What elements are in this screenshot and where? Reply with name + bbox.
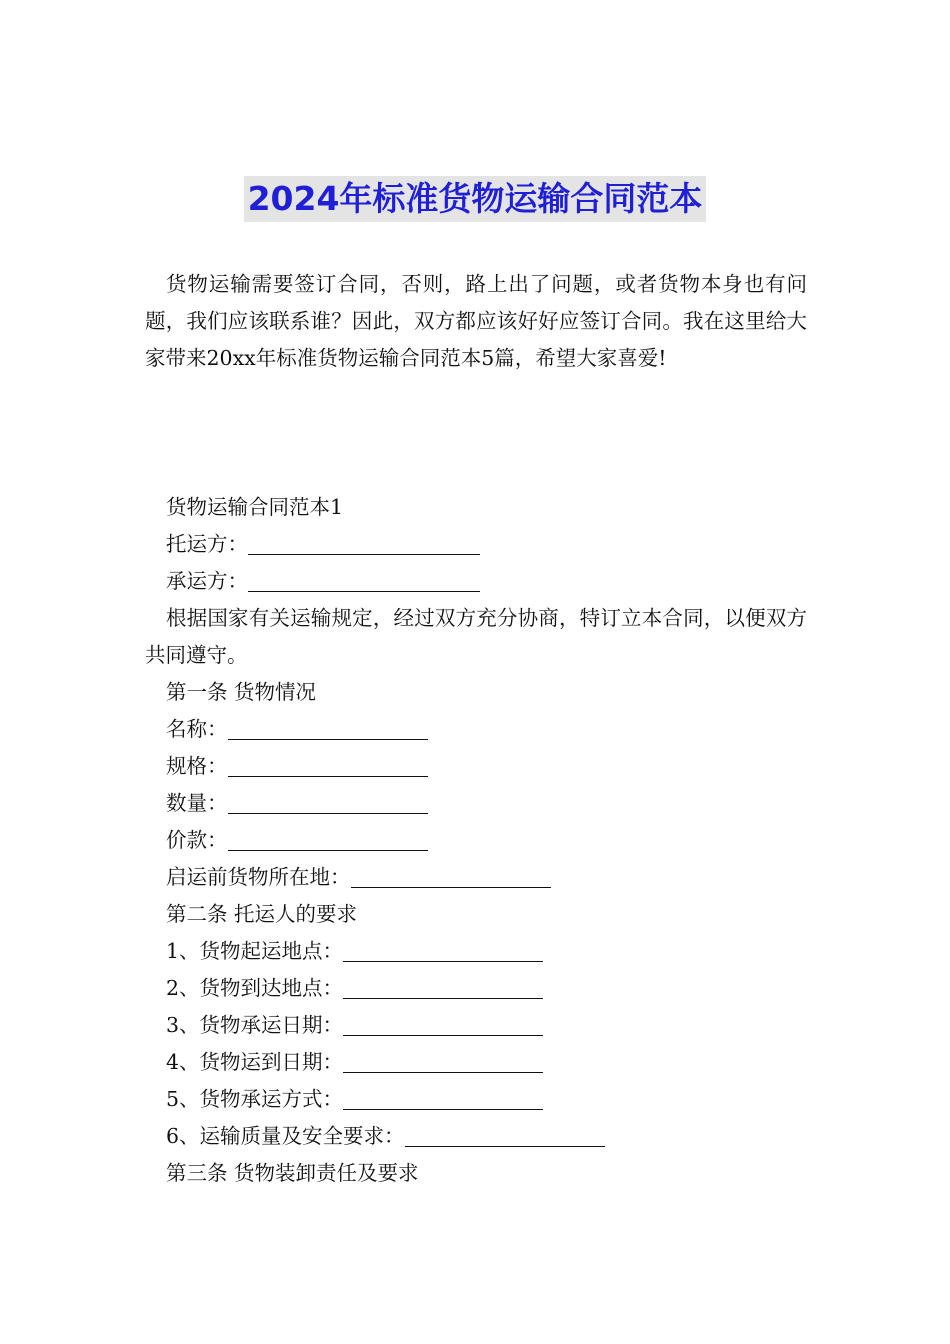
contract-body: [145, 489, 807, 1192]
requirement-blank: [343, 1050, 543, 1073]
requirement-item: 6、运输质量及安全要求：: [145, 1118, 807, 1155]
requirement-blank: [343, 939, 543, 962]
article2-heading: 第二条 托运人的要求: [166, 902, 358, 926]
requirement-item: 4、货物运到日期：: [145, 1044, 807, 1081]
section-heading: 货物运输合同范本1: [166, 495, 344, 519]
price-blank: [228, 828, 428, 851]
price-label: 价款：: [166, 828, 228, 852]
location-label: 启运前货物所在地：: [166, 865, 351, 889]
quantity-label: 数量：: [166, 791, 228, 815]
price-line: [145, 822, 807, 859]
quantity-blank: [228, 791, 428, 814]
article3-heading: 第三条 货物装卸责任及要求: [166, 1161, 419, 1185]
consignor-blank: [248, 532, 480, 555]
document-title: 2024年标准货物运输合同范本: [244, 176, 707, 222]
consignor-line: [145, 526, 807, 563]
spec-label: 规格：: [166, 754, 228, 778]
requirement-item: 1、货物起运地点：: [145, 933, 807, 970]
name-blank: [228, 717, 428, 740]
carrier-label: 承运方：: [166, 569, 248, 593]
carrier-line: [145, 563, 807, 600]
spec-line: [145, 748, 807, 785]
carrier-blank: [248, 569, 480, 592]
preamble-paragraph: 根据国家有关运输规定，经过双方充分协商，特订立本合同，以便双方共同遵守。: [145, 606, 807, 667]
intro-paragraph: 货物运输需要签订合同，否则，路上出了问题，或者货物本身也有问题，我们应该联系谁？因此，双方都应该好好应签订合同。我在这里给大家带来20xx年标准货物运输合同范本5篇，希望大家喜爱!: [145, 272, 807, 370]
requirement-item: 5、货物承运方式：: [145, 1081, 807, 1118]
article1-heading: 第一条 货物情况: [166, 680, 317, 704]
requirement-item: 2、货物到达地点：: [145, 970, 807, 1007]
quantity-line: [145, 785, 807, 822]
title-container: [0, 176, 950, 222]
location-blank: [351, 865, 551, 888]
name-line: [145, 711, 807, 748]
requirement-blank: [343, 1013, 543, 1036]
name-label: 名称：: [166, 717, 228, 741]
consignor-label: 托运方：: [166, 532, 248, 556]
requirement-item: 3、货物承运日期：: [145, 1007, 807, 1044]
requirement-blank: [343, 976, 543, 999]
spec-blank: [228, 754, 428, 777]
location-line: [145, 859, 807, 896]
requirement-blank: [405, 1124, 605, 1147]
requirement-blank: [343, 1087, 543, 1110]
